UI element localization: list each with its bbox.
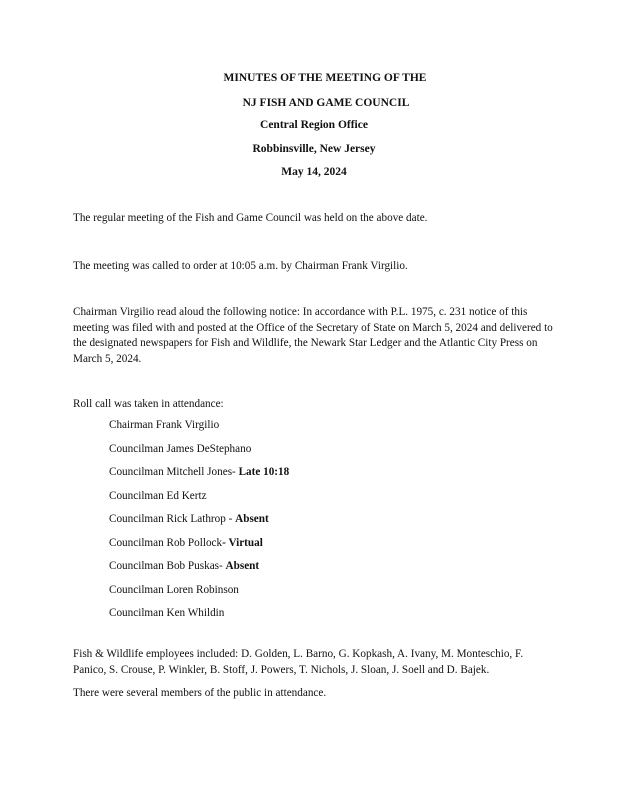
list-item (109, 418, 289, 442)
list-item (109, 583, 289, 607)
location-office: Central Region Office (260, 119, 368, 131)
member-status: Absent (225, 560, 260, 572)
meeting-date: May 14, 2024 (281, 166, 347, 178)
list-item (109, 442, 289, 466)
member-name: Councilman Ken Whildin (109, 607, 225, 619)
member-name: Councilman Bob Puskas- (109, 560, 226, 572)
member-status: - Virtual (222, 536, 263, 549)
member-name: Councilman Loren Robinson (109, 583, 239, 596)
member-name: Councilman James DeStephano (109, 442, 252, 455)
location-city: Robbinsville, New Jersey (252, 143, 376, 155)
list-item (109, 559, 289, 583)
list-item (109, 512, 289, 536)
member-status: Absent (235, 513, 269, 525)
regular-meeting-paragraph: The regular meeting of the Fish and Game Council was held on the above date. (73, 212, 428, 224)
member-name: Chairman Frank Virgilio (109, 419, 220, 431)
notice-paragraph: Chairman Virgilio read aloud the following notice: In accordance with P.L. 1975, c. 231 notice of this meeting was filed with and posted at the Office of the Secretary of State on March 5, 2024 and delivered to the designated newspapers for Fish and Wildlife, the Newark Star Ledger and the Atlantic City Press on March 5, 2024. (73, 306, 553, 365)
called-to-order-paragraph: The meeting was called to order at 10:05 a.m. by Chairman Frank Virgilio. (73, 260, 408, 272)
list-item (109, 465, 289, 489)
title-line-1: MINUTES OF THE MEETING OF THE (223, 72, 427, 84)
public-attendance-paragraph: There were several members of the public in attendance. (73, 687, 327, 699)
roll-call-intro: Roll call was taken in attendance: (73, 398, 224, 410)
member-status: Late 10:18 (235, 466, 290, 478)
member-name: Councilman Rob Pollock (109, 536, 223, 549)
employees-paragraph: Fish & Wildlife employees included: D. Golden, L. Barno, G. Kopkash, A. Ivany, M. Monteschio, F. Panico, S. Crouse, P. Winkler, B. Stoff, J. Powers, T. Nichols, J. Sloan, J. Soell and D. Bajek. (73, 648, 524, 676)
member-name: Councilman Ed Kertz (109, 489, 207, 502)
member-name: Councilman Rick Lathrop - (109, 513, 236, 525)
list-item (109, 489, 289, 513)
list-item (109, 536, 289, 560)
list-item (109, 606, 289, 630)
member-name: Councilman Mitchell Jones- (109, 466, 236, 478)
title-line-2: NJ FISH AND GAME COUNCIL (242, 97, 410, 109)
roll-call-list (109, 418, 289, 630)
